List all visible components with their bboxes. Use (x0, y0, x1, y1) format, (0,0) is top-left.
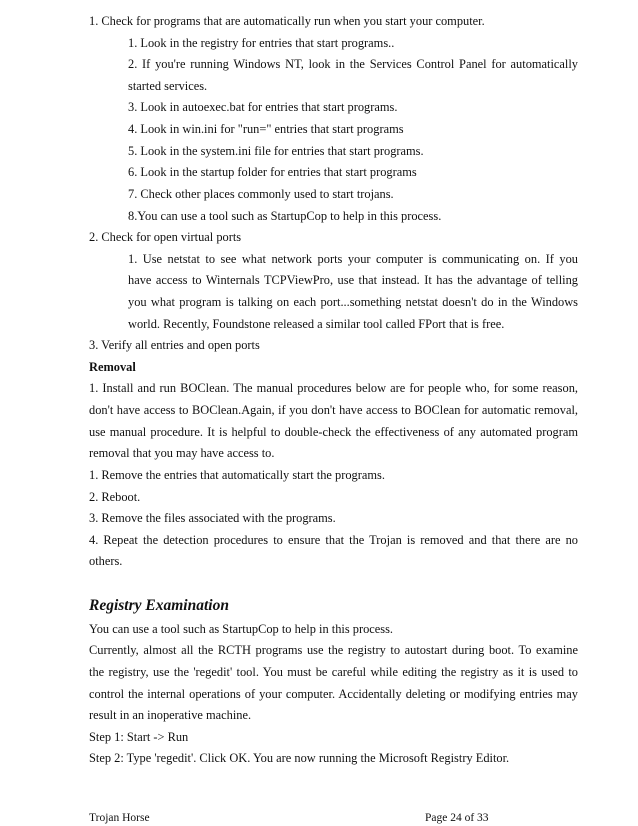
text-line: Currently, almost all the RCTH programs use the registry to autostart during boot. To examine (89, 643, 578, 657)
section-heading-registry-examination: Registry Examination (89, 597, 229, 614)
text-line: started services. (128, 79, 208, 93)
text-line: 1. Use netstat to see what network ports your computer is communicating on. If you (128, 252, 578, 266)
text-line: 7. Check other places commonly used to start trojans. (128, 187, 394, 201)
footer-page-number: Page 24 of 33 (425, 812, 489, 824)
text-line: 2. Check for open virtual ports (89, 230, 242, 244)
text-line: 2. Reboot. (89, 490, 141, 504)
text-line: don't have access to BOClean.Again, if you don't have access to BOClean for automatic removal, (89, 403, 578, 417)
text-line: use manual procedure. It is helpful to double-check the effectiveness of any automated program (89, 425, 578, 439)
text-line: 3. Look in autoexec.bat for entries that start programs. (128, 100, 398, 114)
text-line: 8.You can use a tool such as StartupCop to help in this process. (128, 209, 442, 223)
text-line: 1. Remove the entries that automatically start the programs. (89, 468, 385, 482)
text-line: Step 2: Type 'regedit'. Click OK. You are now running the Microsoft Registry Editor. (89, 751, 510, 765)
text-line: 3. Remove the files associated with the programs. (89, 511, 336, 525)
text-line: 1. Check for programs that are automatically run when you start your computer. (89, 14, 485, 28)
text-line: result in an inoperative machine. (89, 708, 252, 722)
text-line: 1. Install and run BOClean. The manual procedures below are for people who, for some reason, (89, 381, 578, 395)
text-line: the registry, use the 'regedit' tool. You must be careful while editing the registry as it is used to (89, 665, 578, 679)
text-line: 3. Verify all entries and open ports (89, 338, 260, 352)
text-line: 6. Look in the startup folder for entries that start programs (128, 165, 417, 179)
text-line: others. (89, 554, 123, 568)
footer-document-title: Trojan Horse (89, 812, 150, 824)
text-line: you what program is talking on each port...something netstat doesn't do in the Windows (128, 295, 578, 309)
text-line: have access to Winternals TCPViewPro, use that instead. It has the advantage of telling (128, 273, 578, 287)
text-line: 2. If you're running Windows NT, look in the Services Control Panel for automatically (128, 57, 578, 71)
text-line: 4. Repeat the detection procedures to ensure that the Trojan is removed and that there are no (89, 533, 578, 547)
text-line: 5. Look in the system.ini file for entries that start programs. (128, 144, 424, 158)
section-heading-removal: Removal (89, 360, 136, 374)
text-line: Step 1: Start -> Run (89, 730, 189, 744)
text-line: You can use a tool such as StartupCop to help in this process. (89, 622, 394, 636)
text-line: 4. Look in win.ini for "run=" entries that start programs (128, 122, 404, 136)
text-line: 1. Look in the registry for entries that start programs.. (128, 36, 395, 50)
text-line: control the internal operations of your computer. Accidentally deleting or modifying entries may (89, 687, 578, 701)
text-line: removal that you may have access to. (89, 446, 275, 460)
text-line: world. Recently, Foundstone released a similar tool called FPort that is free. (128, 317, 505, 331)
